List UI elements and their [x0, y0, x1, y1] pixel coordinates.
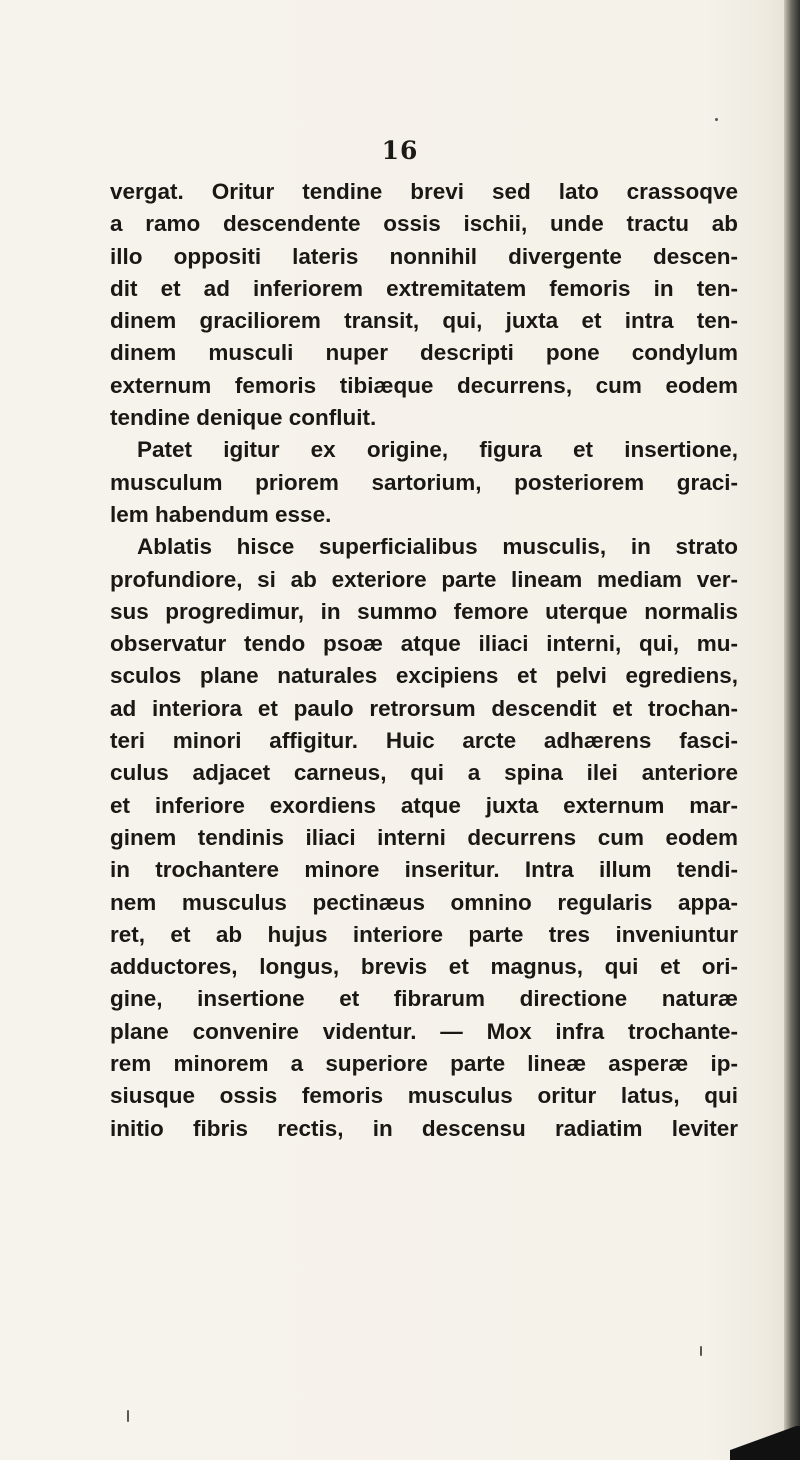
text-line: adductores, longus, brevis et magnus, qui et ori- — [110, 954, 738, 980]
text-line: vergat. Oritur tendine brevi sed lato crassoqve — [110, 179, 738, 204]
text-line: Patet igitur ex origine, figura et insertione, — [137, 437, 738, 463]
text-line: siusque ossis femoris musculus oritur latus, qui — [110, 1083, 738, 1109]
text-line: et inferiore exordiens atque juxta externum mar- — [110, 792, 738, 818]
text-line: plane convenire videntur. — Mox infra trochante- — [110, 1018, 738, 1044]
text-line: in trochantere minore inseritur. Intra illum tendi- — [110, 857, 738, 883]
text-line: profundiore, si ab exteriore parte lineam mediam ver- — [110, 566, 738, 592]
text-line: lem habendum esse. — [110, 501, 332, 527]
text-line: initio fibris rectis, in descensu radiatim leviter — [110, 1115, 738, 1141]
body-text — [110, 176, 738, 1145]
text-line: ret, et ab hujus interiore parte tres inveniuntur — [110, 921, 738, 947]
text-line: teri minori affigitur. Huic arcte adhærens fasci- — [110, 728, 738, 754]
text-line: illo oppositi lateris nonnihil divergente descen- — [110, 243, 738, 269]
text-line: musculum priorem sartorium, posteriorem graci- — [110, 469, 738, 495]
text-line: sus progredimur, in summo femore uterque normalis — [110, 598, 738, 624]
ink-speck — [127, 1410, 129, 1422]
ink-speck — [700, 1346, 702, 1356]
text-line: dinem graciliorem transit, qui, juxta et intra ten- — [110, 308, 738, 334]
text-line: sculos plane naturales excipiens et pelvi egrediens, — [110, 663, 738, 689]
page-number: 16 — [381, 136, 419, 165]
text-line: tendine denique confluit. — [110, 405, 377, 431]
text-line: externum femoris tibiæque decurrens, cum eodem — [110, 372, 738, 398]
corner-ink-mark — [730, 1426, 800, 1460]
page-edge-shadow — [784, 0, 800, 1460]
text-line: Ablatis hisce superficialibus musculis, in strato — [137, 534, 738, 560]
text-line: a ramo descendente ossis ischii, unde tractu ab — [110, 211, 738, 237]
text-line: rem minorem a superiore parte lineæ asperæ ip- — [110, 1051, 738, 1077]
text-line: ad interiora et paulo retrorsum descendit et trochan- — [110, 695, 738, 721]
ink-speck — [715, 118, 718, 121]
text-line: dinem musculi nuper descripti pone condylum — [110, 340, 738, 366]
text-line: nem musculus pectinæus omnino regularis appa- — [110, 889, 738, 915]
text-line: dit et ad inferiorem extremitatem femoris in ten- — [110, 275, 738, 301]
text-line: observatur tendo psoæ atque iliaci interni, qui, mu- — [110, 631, 738, 657]
text-line: culus adjacet carneus, qui a spina ilei anteriore — [110, 760, 738, 786]
text-line: ginem tendinis iliaci interni decurrens cum eodem — [110, 824, 738, 850]
text-line: gine, insertione et fibrarum directione naturæ — [110, 986, 738, 1012]
